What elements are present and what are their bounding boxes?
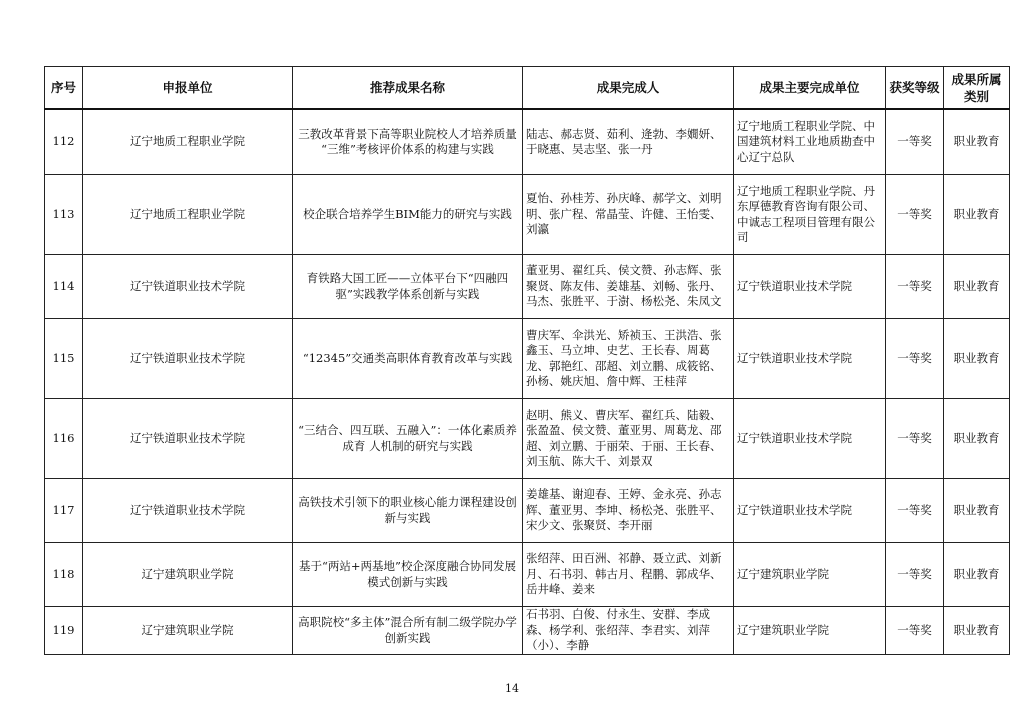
cell-level: 一等奖 (886, 543, 944, 607)
cell-unit: 辽宁地质工程职业学院 (83, 175, 293, 255)
table-row (45, 319, 1010, 399)
cell-category: 职业教育 (944, 607, 1010, 655)
cell-main-units: 辽宁铁道职业技术学院 (734, 255, 886, 319)
table-body (45, 109, 1010, 655)
cell-level: 一等奖 (886, 607, 944, 655)
cell-title: 三教改革背景下高等职业院校人才培养质量 “三维”考核评价体系的构建与实践 (293, 109, 523, 175)
cell-level: 一等奖 (886, 109, 944, 175)
cell-authors: 石书羽、白俊、付永生、安群、李成森、杨学利、张绍萍、李君实、刘萍（小）、李静 (523, 607, 734, 655)
awards-table (44, 66, 1010, 655)
table-row (45, 543, 1010, 607)
cell-unit: 辽宁铁道职业技术学院 (83, 479, 293, 543)
cell-title: “12345”交通类高职体育教育改革与实践 (293, 319, 523, 399)
cell-title: 育铁路大国工匠——立体平台下“四融四驱”实践教学体系创新与实践 (293, 255, 523, 319)
cell-index: 112 (45, 109, 83, 175)
cell-main-units: 辽宁地质工程职业学院、中国建筑材料工业地质勘查中心辽宁总队 (734, 109, 886, 175)
table-row (45, 175, 1010, 255)
table-row (45, 607, 1010, 655)
cell-level: 一等奖 (886, 479, 944, 543)
cell-main-units: 辽宁建筑职业学院 (734, 543, 886, 607)
cell-category: 职业教育 (944, 109, 1010, 175)
header-unit: 申报单位 (83, 67, 293, 110)
header-title: 推荐成果名称 (293, 67, 523, 110)
cell-level: 一等奖 (886, 255, 944, 319)
table-header (45, 67, 1010, 110)
table-row (45, 399, 1010, 479)
cell-category: 职业教育 (944, 543, 1010, 607)
cell-title: 高职院校“多主体”混合所有制二级学院办学创新实践 (293, 607, 523, 655)
cell-index: 118 (45, 543, 83, 607)
cell-index: 117 (45, 479, 83, 543)
page-number: 14 (505, 682, 519, 695)
header-level: 获奖等级 (886, 67, 944, 110)
cell-main-units: 辽宁铁道职业技术学院 (734, 479, 886, 543)
table-row (45, 255, 1010, 319)
cell-title: “三结合、四互联、五融入”：一体化素质养成育 人机制的研究与实践 (293, 399, 523, 479)
table-row (45, 479, 1010, 543)
cell-category: 职业教育 (944, 319, 1010, 399)
cell-category: 职业教育 (944, 399, 1010, 479)
cell-unit: 辽宁建筑职业学院 (83, 543, 293, 607)
cell-index: 114 (45, 255, 83, 319)
cell-unit: 辽宁铁道职业技术学院 (83, 255, 293, 319)
cell-title: 高铁技术引领下的职业核心能力课程建设创新与实践 (293, 479, 523, 543)
cell-unit: 辽宁铁道职业技术学院 (83, 319, 293, 399)
cell-main-units: 辽宁地质工程职业学院、丹东厚德教育咨询有限公司、中诚志工程项目管理有限公司 (734, 175, 886, 255)
header-authors: 成果完成人 (523, 67, 734, 110)
cell-category: 职业教育 (944, 175, 1010, 255)
cell-authors: 夏怡、孙桂芳、孙庆峰、郝学文、刘明明、张广程、常晶莹、许健、王怡雯、刘瀛 (523, 175, 734, 255)
cell-category: 职业教育 (944, 255, 1010, 319)
cell-index: 115 (45, 319, 83, 399)
cell-index: 119 (45, 607, 83, 655)
cell-unit: 辽宁建筑职业学院 (83, 607, 293, 655)
cell-category: 职业教育 (944, 479, 1010, 543)
cell-level: 一等奖 (886, 399, 944, 479)
cell-authors: 陆志、郝志贤、茹利、逄勃、李嫺妍、于晓惠、吴志坚、张一丹 (523, 109, 734, 175)
cell-level: 一等奖 (886, 319, 944, 399)
cell-authors: 董亚男、翟红兵、侯文赞、孙志辉、张聚贤、陈友伟、姜雄基、刘畅、张丹、马杰、张胜平、于澍、杨松尧、朱凤文 (523, 255, 734, 319)
cell-unit: 辽宁铁道职业技术学院 (83, 399, 293, 479)
cell-index: 113 (45, 175, 83, 255)
cell-title: 校企联合培养学生BIM能力的研究与实践 (293, 175, 523, 255)
cell-authors: 姜雄基、谢迎春、王婷、金永亮、孙志辉、董亚男、李坤、杨松尧、张胜平、宋少文、张聚贤、李开丽 (523, 479, 734, 543)
cell-main-units: 辽宁铁道职业技术学院 (734, 399, 886, 479)
header-category: 成果所属 类别 (944, 67, 1010, 110)
cell-title: 基于“两站+两基地”校企深度融合协同发展模式创新与实践 (293, 543, 523, 607)
cell-unit: 辽宁地质工程职业学院 (83, 109, 293, 175)
header-index: 序号 (45, 67, 83, 110)
cell-level: 一等奖 (886, 175, 944, 255)
cell-authors: 曹庆军、伞洪光、矫祯玉、王洪浩、张鑫玉、马立坤、史艺、王长春、周葛龙、郭艳红、邵超、刘立鹏、成筱铭、孙杨、姚庆旭、詹中辉、王桂萍 (523, 319, 734, 399)
cell-authors: 张绍萍、田百洲、祁静、聂立武、刘新月、石书羽、韩古月、程鹏、郭成华、岳井峰、姜来 (523, 543, 734, 607)
cell-main-units: 辽宁建筑职业学院 (734, 607, 886, 655)
header-main-units: 成果主要完成单位 (734, 67, 886, 110)
cell-authors: 赵明、熊义、曹庆军、翟红兵、陆毅、张盈盈、侯文赞、董亚男、周葛龙、邵超、刘立鹏、于丽荣、于丽、王长春、刘玉航、陈大千、刘景双 (523, 399, 734, 479)
table-row (45, 109, 1010, 175)
cell-index: 116 (45, 399, 83, 479)
cell-main-units: 辽宁铁道职业技术学院 (734, 319, 886, 399)
